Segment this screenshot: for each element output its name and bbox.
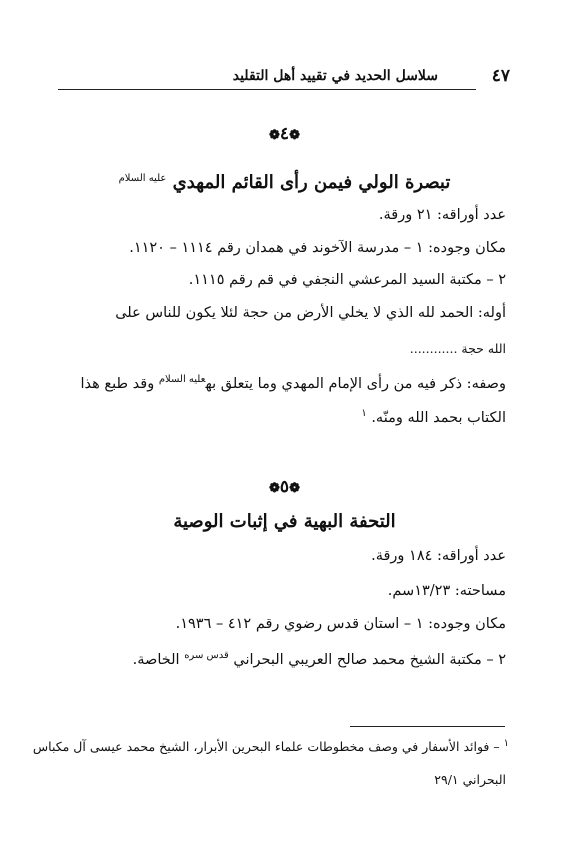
honorific-glyph: عليه السلام — [118, 173, 167, 184]
section-number-value: ٤ — [279, 124, 290, 144]
honorific-glyph: قدس سره — [184, 650, 229, 661]
section-number-value: ٥ — [279, 477, 290, 497]
section-title-4 — [0, 172, 569, 193]
ornament-icon: ❁ — [269, 128, 280, 143]
description-text-continued: وقد طبع هذا — [80, 375, 155, 392]
page-number: ٤٧ — [491, 66, 510, 86]
footnote-text: – فوائد الأسفار في وصف مخطوطات علماء البحرين الأبرار، الشيخ محمد عيسى آل مكباس — [32, 739, 500, 755]
location-1: مكان وجوده: ١ – استان قدس رضوي رقم ٤١٢ – ١٩٣٦. — [175, 616, 506, 632]
incipit: أوله: الحمد لله الذي لا يخلي الأرض من حجة لئلا يكون للناس على — [115, 305, 506, 321]
location-2 — [133, 650, 506, 668]
leaf-count: عدد أوراقه: ٢١ ورقة. — [378, 207, 506, 223]
footnote-line-2: البحراني ٢٩/١ — [434, 772, 506, 787]
ornament-icon: ❁ — [289, 481, 300, 496]
section-number-5 — [0, 477, 569, 497]
description-text: وصفه: ذكر فيه من رأى الإمام المهدي وما يتعلق به — [205, 375, 506, 392]
description-line-1 — [81, 374, 506, 392]
leaf-count: عدد أوراقه: ١٨٤ ورقة. — [371, 548, 506, 564]
honorific-glyph: عليه السلام — [158, 374, 206, 385]
footnote-marker: ١ — [361, 408, 367, 419]
section-number-4 — [0, 124, 569, 144]
section-title-5: التحفة البهية في إثبات الوصية — [173, 511, 396, 532]
page-header — [58, 66, 510, 92]
footnote-line-1 — [33, 738, 509, 754]
description-end: الكتاب بحمد الله ومنّه. — [371, 409, 506, 426]
location-text: ٢ – مكتبة الشيخ محمد صالح العريبي البحراني — [233, 651, 506, 668]
incipit-continued: الله حجة ............ — [409, 341, 506, 356]
location-text-end: الخاصة. — [132, 651, 180, 668]
description-line-2 — [361, 408, 506, 426]
header-rule — [58, 89, 476, 90]
ornament-icon: ❁ — [269, 481, 280, 496]
ornament-icon: ❁ — [289, 128, 300, 143]
location-2: ٢ – مكتبة السيد المرعشي النجفي في قم رقم ١١١٥. — [188, 272, 506, 288]
section-title-text: تبصرة الولي فيمن رأى القائم المهدي — [172, 172, 451, 193]
footnote-rule — [350, 726, 505, 727]
location-1: مكان وجوده: ١ – مدرسة الآخوند في همدان رقم ١١١٤ – ١١٢٠. — [129, 240, 506, 256]
running-title: سلاسل الحديد في تقييد أهل التقليد — [232, 68, 438, 84]
footnote-marker: ١ — [503, 738, 509, 749]
dimensions: مساحته: ١٣/٢٣سم. — [387, 583, 506, 599]
